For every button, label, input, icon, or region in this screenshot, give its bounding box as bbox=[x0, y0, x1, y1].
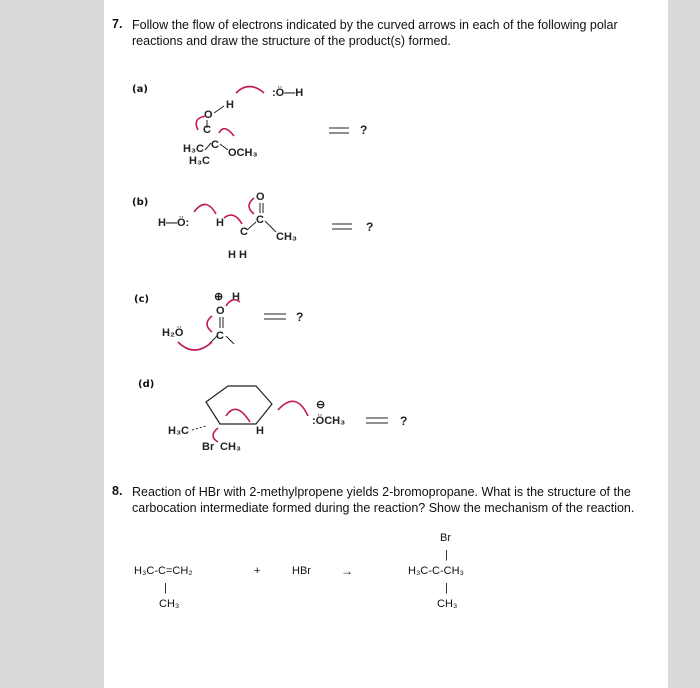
question-7-text: Follow the flow of electrons indicated by the curved arrows in each of the following polar reactions and draw the structure of the product(s) formed. bbox=[132, 18, 618, 48]
part-b-label: (b) bbox=[132, 197, 149, 208]
part-b-question-mark: ? bbox=[366, 220, 374, 234]
svg-text:⊕: ⊕ bbox=[214, 291, 224, 303]
svg-text:Br: Br bbox=[202, 441, 215, 453]
product-formula: H₃C-C-CH₃ bbox=[408, 565, 465, 577]
part-b-mechanism bbox=[144, 188, 414, 263]
svg-text:C: C bbox=[211, 139, 219, 151]
part-d-question-mark: ? bbox=[400, 414, 408, 428]
svg-text::ÖCH₃: :ÖCH₃ bbox=[312, 415, 346, 427]
reaction-arrow: → bbox=[341, 564, 353, 578]
question-8-number: 8. bbox=[112, 484, 123, 498]
curved-arrow-a3 bbox=[219, 129, 234, 136]
question-7-number: 7. bbox=[112, 17, 123, 31]
part-d-label: (d) bbox=[138, 379, 155, 390]
curved-arrow-d2 bbox=[226, 409, 250, 422]
curved-arrow-c3 bbox=[178, 342, 212, 350]
ring-shape bbox=[206, 386, 272, 424]
part-a-label: (a) bbox=[132, 84, 148, 95]
reactant-bond: | bbox=[164, 582, 167, 594]
reactant-methyl: CH₃ bbox=[159, 598, 180, 610]
question-8-text: Reaction of HBr with 2-methylpropene yields 2-bromopropane. What is the structure of the carbocation intermediate formed during the reaction? Show the mechanism of the reaction. bbox=[132, 485, 635, 515]
svg-text:C: C bbox=[216, 330, 224, 342]
product-bottom-bond: | bbox=[445, 582, 448, 594]
svg-text:⊖: ⊖ bbox=[316, 399, 326, 411]
curved-arrow-b2 bbox=[224, 215, 242, 224]
svg-text:H₂Ö: H₂Ö bbox=[162, 327, 184, 339]
curved-arrow-c2 bbox=[207, 316, 212, 332]
worksheet-page bbox=[104, 0, 668, 688]
hydroxide-text: :Ö—H bbox=[272, 87, 304, 99]
part-c-label: (c) bbox=[134, 294, 150, 305]
product-br: Br bbox=[440, 532, 451, 544]
svg-text:O: O bbox=[256, 191, 265, 203]
part-d-mechanism bbox=[156, 372, 416, 462]
part-a-mechanism bbox=[144, 78, 384, 188]
svg-text:H H: H H bbox=[228, 249, 247, 261]
svg-text:C: C bbox=[240, 226, 248, 238]
svg-text:H: H bbox=[232, 291, 240, 303]
part-c-question-mark: ? bbox=[296, 310, 304, 324]
part-c-mechanism bbox=[154, 286, 354, 361]
svg-text:H—Ö:: H—Ö: bbox=[158, 217, 190, 229]
curved-arrow-b3 bbox=[249, 198, 254, 214]
reagent-hbr: HBr bbox=[292, 565, 311, 577]
svg-text:H: H bbox=[216, 217, 224, 229]
curved-arrow-b1 bbox=[194, 204, 216, 214]
plus-sign: + bbox=[254, 565, 261, 577]
curved-arrow-d3 bbox=[213, 428, 218, 442]
product-methyl: CH₃ bbox=[437, 598, 458, 610]
svg-text:C: C bbox=[203, 124, 211, 136]
svg-text:C: C bbox=[256, 214, 264, 226]
svg-text:O: O bbox=[216, 305, 225, 317]
svg-text:O: O bbox=[204, 109, 213, 121]
curved-arrow-d1 bbox=[278, 401, 308, 416]
svg-text:CH₃: CH₃ bbox=[220, 441, 241, 453]
svg-text:H₃C: H₃C bbox=[168, 425, 189, 437]
svg-text:H₃C: H₃C bbox=[183, 143, 204, 155]
svg-text:H₃C: H₃C bbox=[189, 155, 210, 167]
svg-text:H: H bbox=[226, 99, 234, 111]
svg-text:H: H bbox=[256, 425, 264, 437]
part-a-question-mark: ? bbox=[360, 123, 368, 137]
svg-text:CH₃: CH₃ bbox=[276, 231, 297, 243]
svg-text:OCH₃: OCH₃ bbox=[228, 147, 258, 159]
reactant-formula: H₃C-C=CH₂ bbox=[134, 565, 193, 577]
curved-arrow-a1 bbox=[236, 87, 264, 94]
product-top-bond: | bbox=[445, 549, 448, 561]
